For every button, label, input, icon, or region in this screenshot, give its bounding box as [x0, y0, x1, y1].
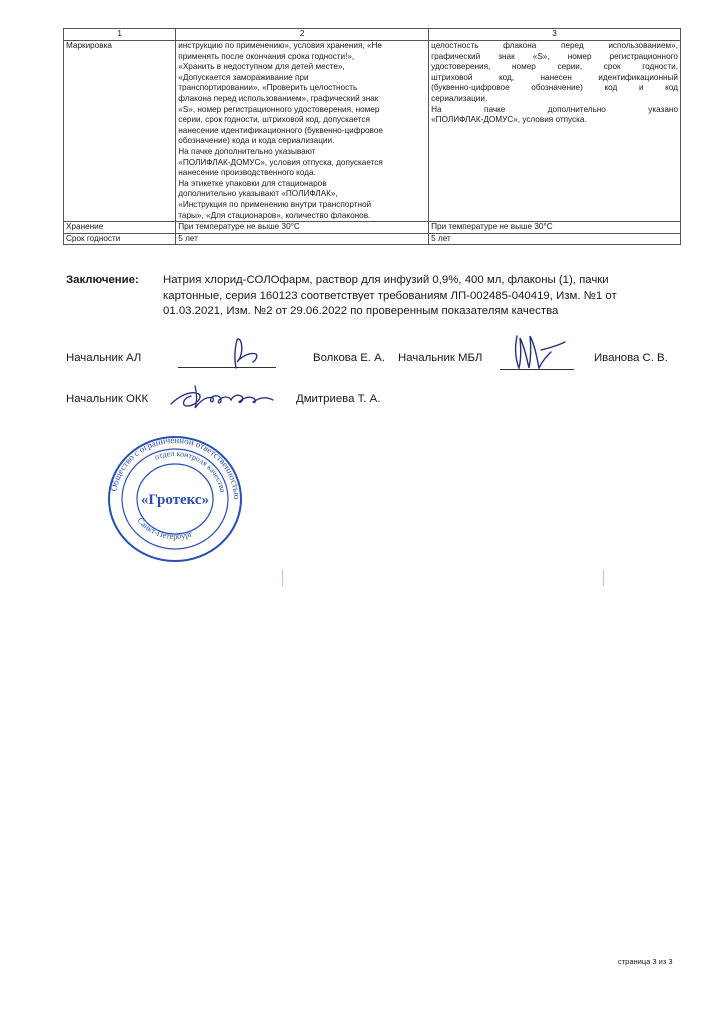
cell-line: тары», «Для стационаров», количество флаконов. [178, 210, 371, 220]
cell-line: флакона перед использованием», графический знак [178, 93, 379, 103]
table-cell: При температуре не выше 30°С [429, 222, 681, 234]
stamp-center-text: «Гротекс» [140, 492, 210, 508]
signatory-name-ivanova: Иванова С. В. [594, 352, 668, 364]
column-header: 3 [429, 29, 681, 41]
specification-table [63, 28, 681, 245]
table-cell: 5 лет [429, 233, 681, 245]
table-row [64, 233, 681, 245]
conclusion-line: 01.03.2021, Изм. №2 от 29.06.2022 по проверенным показателям качества [163, 305, 559, 317]
signatory-name-volkova: Волкова Е. А. [313, 352, 385, 364]
cell-line: обозначение) кода и кода сериализации. [178, 136, 335, 146]
cell-line: «Инструкция по применению внутри транспортной [178, 199, 372, 209]
marking-results-cell [429, 41, 681, 222]
stamp-inner-text: отдел контроля качества [153, 448, 228, 494]
stamp-outer-text: Общество с ограниченной ответственностью [108, 434, 243, 500]
table-row [64, 222, 681, 234]
table-header-row [64, 29, 681, 41]
row-label: Маркировка [64, 41, 176, 222]
signatory-title-al: Начальник АЛ [66, 352, 142, 364]
table-cell: 5 лет [176, 233, 429, 245]
cell-line: сериализации. [431, 93, 488, 103]
scan-mark [603, 570, 604, 586]
column-header: 2 [176, 29, 429, 41]
signature-ivanova-icon [505, 330, 575, 374]
cell-line: «Допускается замораживание при [178, 72, 309, 82]
signatory-name-dmitrieva: Дмитриева Т. А. [296, 393, 381, 405]
conclusion-label: Заключение: [66, 274, 139, 286]
cell-line: серии, срок годности, штриховой код, допускается [178, 115, 370, 125]
signature-volkova-icon [210, 336, 270, 372]
column-header: 1 [64, 29, 176, 41]
cell-line: целостность флакона перед использованием», [431, 41, 678, 50]
cell-line: дополнительно указывают «ПОЛИФЛАК», [178, 189, 338, 199]
cell-line: «ПОЛИФЛАК-ДОМУС», условия отпуска, допускается [178, 157, 383, 167]
signature-dmitrieva-icon [165, 376, 283, 416]
cell-line: На пачке дополнительно указано [431, 104, 678, 114]
cell-line: На этикетке упаковки для стационаров [178, 178, 327, 188]
cell-line: (буквенно-цифровое обозначение) код и код [431, 83, 678, 93]
cell-line: применять после окончания срока годности!», [178, 51, 355, 61]
row-label: Срок годности [64, 233, 176, 245]
cell-line: транспортировании», «Проверить целостность [178, 83, 358, 93]
conclusion-text [163, 273, 683, 320]
page-number: страница 3 из 3 [618, 957, 673, 966]
cell-line: удостоверения, номер серии, срок годности, [431, 62, 678, 72]
conclusion-line: Натрия хлорид-СОЛОфарм, раствор для инфузий 0,9%, 400 мл, флаконы (1), пачки [163, 274, 609, 286]
cell-line: «S», номер регистрационного удостоверения, номер [178, 104, 380, 114]
cell-line: инструкцию по применению», условия хранения, «Не [178, 41, 382, 50]
scan-mark [282, 570, 283, 586]
cell-line: нанесение идентификационного (буквенно-цифровое [178, 125, 383, 135]
cell-line: графический знак «S», номер регистрационного [431, 51, 678, 61]
marking-requirements-cell [176, 41, 429, 222]
cell-line: «Хранить в недоступном для детей месте», [178, 62, 345, 72]
signatory-title-mbl: Начальник МБЛ [398, 352, 483, 364]
cell-line: «ПОЛИФЛАК-ДОМУС», условия отпуска. [431, 115, 587, 125]
signatory-title-okk: Начальник ОКК [66, 393, 149, 405]
cell-line: штриховой код, нанесен идентификационный [431, 72, 678, 82]
table-row [64, 41, 681, 222]
stamp-bottom-text: Санкт-Петербург [135, 515, 194, 542]
row-label: Хранение [64, 222, 176, 234]
organization-stamp [106, 433, 244, 565]
cell-line: нанесение производственного кода. [178, 168, 316, 178]
conclusion-line: картонные, серия 160123 соответствует требованиям ЛП-002485-040419, Изм. №1 от [163, 289, 617, 302]
table-cell: При температуре не выше 30°С [176, 222, 429, 234]
cell-line: На пачке дополнительно указывают [178, 146, 316, 156]
